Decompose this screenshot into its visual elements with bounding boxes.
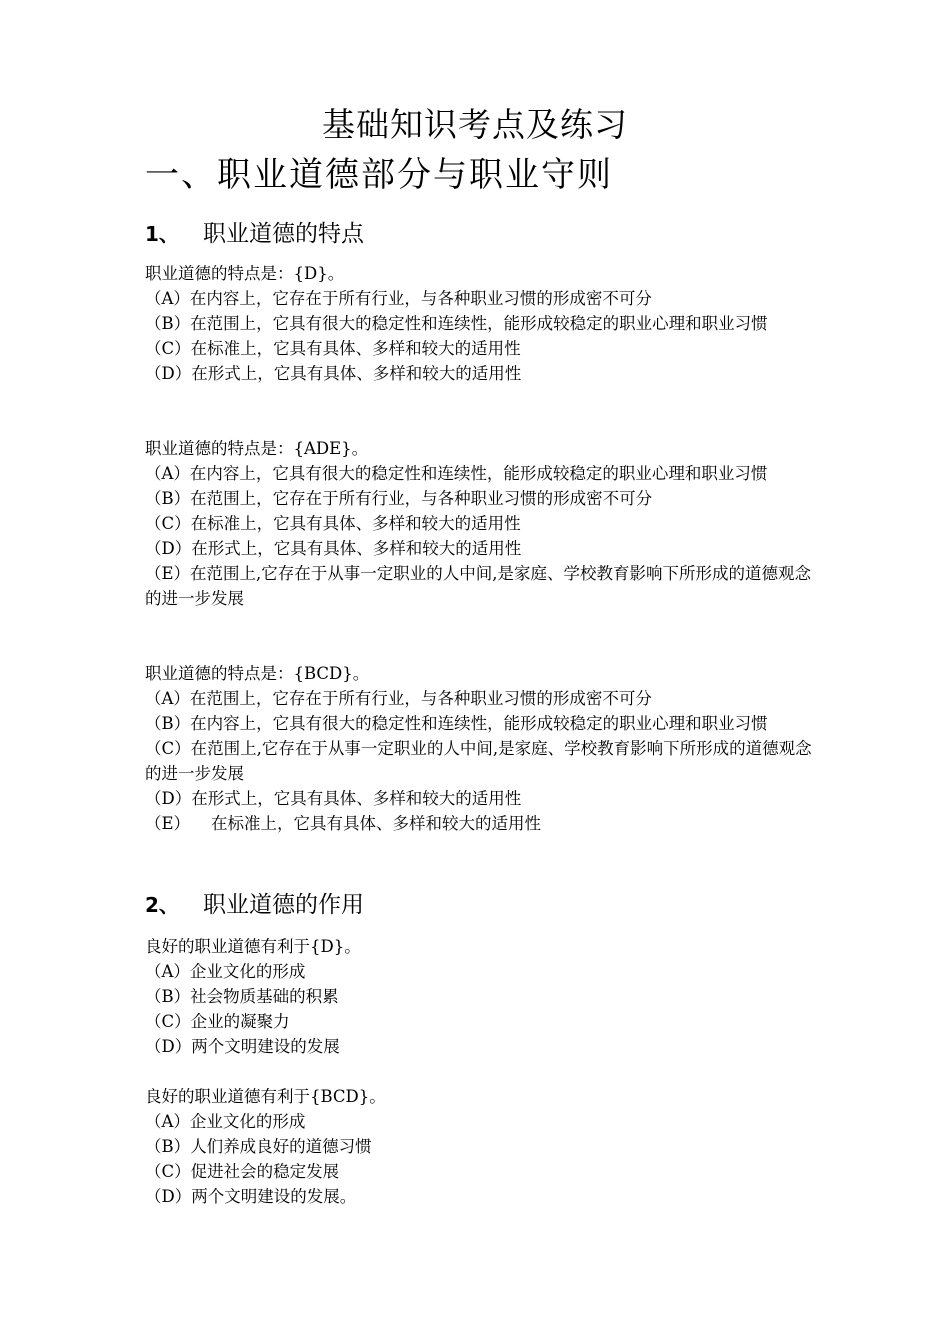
question-option: （D）在形式上，它具有具体、多样和较大的适用性: [145, 789, 522, 808]
part-heading: 一、职业道德部分与职业守则: [145, 155, 613, 195]
question-block: [145, 934, 815, 1059]
question-option: （C）在标准上，它具有具体、多样和较大的适用性: [145, 514, 521, 533]
question-option: （B）社会物质基础的积累: [145, 987, 339, 1006]
section-title: 职业道德的特点: [203, 221, 364, 247]
question-stem: 职业道德的特点是：{D}。: [145, 264, 345, 283]
question-option: （B）在内容上，它具有很大的稳定性和连续性，能形成较稳定的职业心理和职业习惯: [145, 714, 768, 733]
question-block: [145, 1084, 815, 1209]
question-option: （C）在范围上,它存在于从事一定职业的人中间,是家庭、学校教育影响下所形成的道德观念的进一步发展: [145, 739, 812, 783]
question-stem: 良好的职业道德有利于{D}。: [145, 937, 361, 956]
section-heading: [145, 889, 364, 921]
question-option: （C）在标准上，它具有具体、多样和较大的适用性: [145, 339, 521, 358]
question-option: （A）企业文化的形成: [145, 962, 306, 981]
question-option: （C）促进社会的稳定发展: [145, 1162, 340, 1181]
question-stem: 职业道德的特点是：{BCD}。: [145, 664, 370, 683]
section-number: 2、: [145, 893, 179, 917]
question-option: （E）在范围上,它存在于从事一定职业的人中间,是家庭、学校教育影响下所形成的道德观念的进一步发展: [145, 564, 812, 608]
question-option: （A）在内容上，它存在于所有行业，与各种职业习惯的形成密不可分: [145, 289, 652, 308]
document-title: 基础知识考点及练习: [322, 105, 628, 144]
section-title: 职业道德的作用: [203, 892, 364, 918]
question-option: （D）两个文明建设的发展。: [145, 1187, 357, 1206]
question-stem: 职业道德的特点是：{ADE}。: [145, 439, 369, 458]
question-option: （B）在范围上，它存在于所有行业，与各种职业习惯的形成密不可分: [145, 489, 653, 508]
question-option: （C）企业的凝聚力: [145, 1012, 290, 1031]
question-option: （B）人们养成良好的道德习惯: [145, 1137, 372, 1156]
question-stem: 良好的职业道德有利于{BCD}。: [145, 1087, 386, 1106]
question-block: [145, 661, 815, 836]
question-option: （A）在范围上，它存在于所有行业，与各种职业习惯的形成密不可分: [145, 689, 652, 708]
section-heading: [145, 218, 364, 250]
question-option: （B）在范围上，它具有很大的稳定性和连续性，能形成较稳定的职业心理和职业习惯: [145, 314, 768, 333]
question-option: （D）在形式上，它具有具体、多样和较大的适用性: [145, 364, 522, 383]
question-option: （A）在内容上，它具有很大的稳定性和连续性，能形成较稳定的职业心理和职业习惯: [145, 464, 768, 483]
question-option: （E） 在标准上，它具有具体、多样和较大的适用性: [145, 814, 542, 833]
question-block: [145, 436, 815, 611]
question-option: （D）在形式上，它具有具体、多样和较大的适用性: [145, 539, 522, 558]
section-number: 1、: [145, 222, 179, 246]
question-block: [145, 261, 815, 386]
question-option: （A）企业文化的形成: [145, 1112, 306, 1131]
question-option: （D）两个文明建设的发展: [145, 1037, 340, 1056]
